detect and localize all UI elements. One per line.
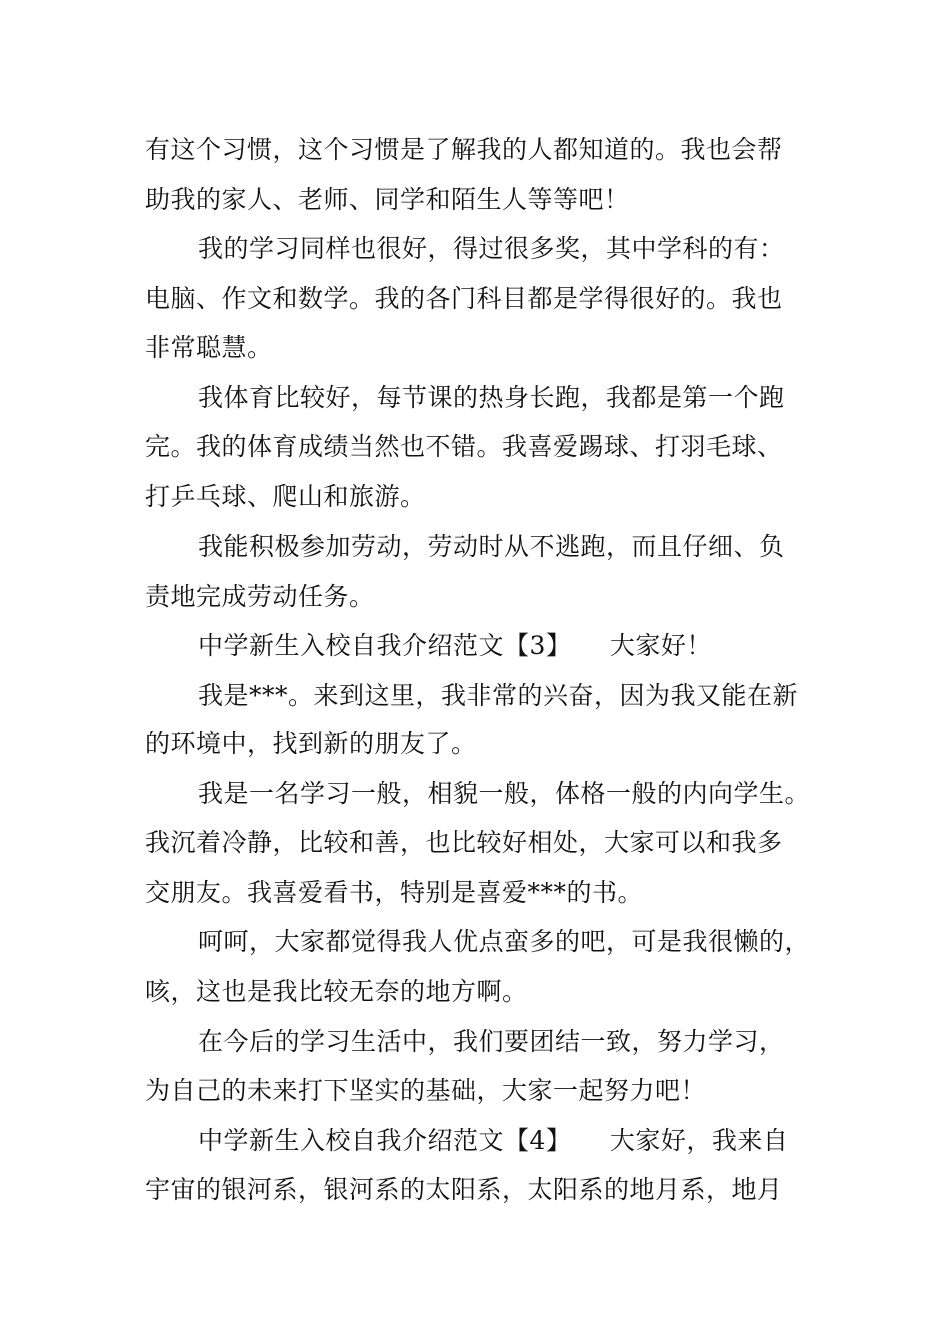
text-line: 电脑、作文和数学。我的各门科目都是学得很好的。我也 xyxy=(145,284,783,313)
text-line: 打乒乓球、爬山和旅游。 xyxy=(145,482,426,511)
paragraph-start-line: 我是一名学习一般，相貌一般，体格一般的内向学生。 xyxy=(198,779,811,808)
text-line: 我沉着冷静，比较和善，也比较好相处，大家可以和我多 xyxy=(145,828,783,857)
text-line: 的环境中，找到新的朋友了。 xyxy=(145,729,477,758)
paragraph-start-line: 我是***。来到这里，我非常的兴奋，因为我又能在新 xyxy=(198,681,799,710)
section-heading-3: 中学新生入校自我介绍范文【3】 大家好！ xyxy=(198,631,712,660)
section-heading-4: 中学新生入校自我介绍范文【4】 大家好，我来自 xyxy=(198,1126,789,1155)
text-line: 完。我的体育成绩当然也不错。我喜爱踢球、打羽毛球、 xyxy=(145,432,783,461)
paragraph-start-line: 在今后的学习生活中，我们要团结一致，努力学习， xyxy=(198,1027,785,1056)
text-line: 非常聪慧。 xyxy=(145,333,273,362)
text-line: 责地完成劳动任务。 xyxy=(145,582,375,611)
text-line: 为自己的未来打下坚实的基础，大家一起努力吧！ xyxy=(145,1076,707,1105)
text-line: 咳，这也是我比较无奈的地方啊。 xyxy=(145,977,528,1006)
text-line: 助我的家人、老师、同学和陌生人等等吧！ xyxy=(145,185,630,214)
text-line: 宇宙的银河系，银河系的太阳系，太阳系的地月系，地月 xyxy=(145,1175,783,1204)
paragraph-start-line: 我能积极参加劳动，劳动时从不逃跑，而且仔细、负 xyxy=(198,532,785,561)
paragraph-start-line: 呵呵，大家都觉得我人优点蛮多的吧，可是我很懒的， xyxy=(198,927,811,956)
paragraph-start-line: 我的学习同样也很好，得过很多奖，其中学科的有： xyxy=(198,234,785,263)
text-line: 有这个习惯，这个习惯是了解我的人都知道的。我也会帮 xyxy=(145,135,783,164)
paragraph-start-line: 我体育比较好，每节课的热身长跑，我都是第一个跑 xyxy=(198,383,785,412)
text-line: 交朋友。我喜爱看书，特别是喜爱***的书。 xyxy=(145,878,644,907)
